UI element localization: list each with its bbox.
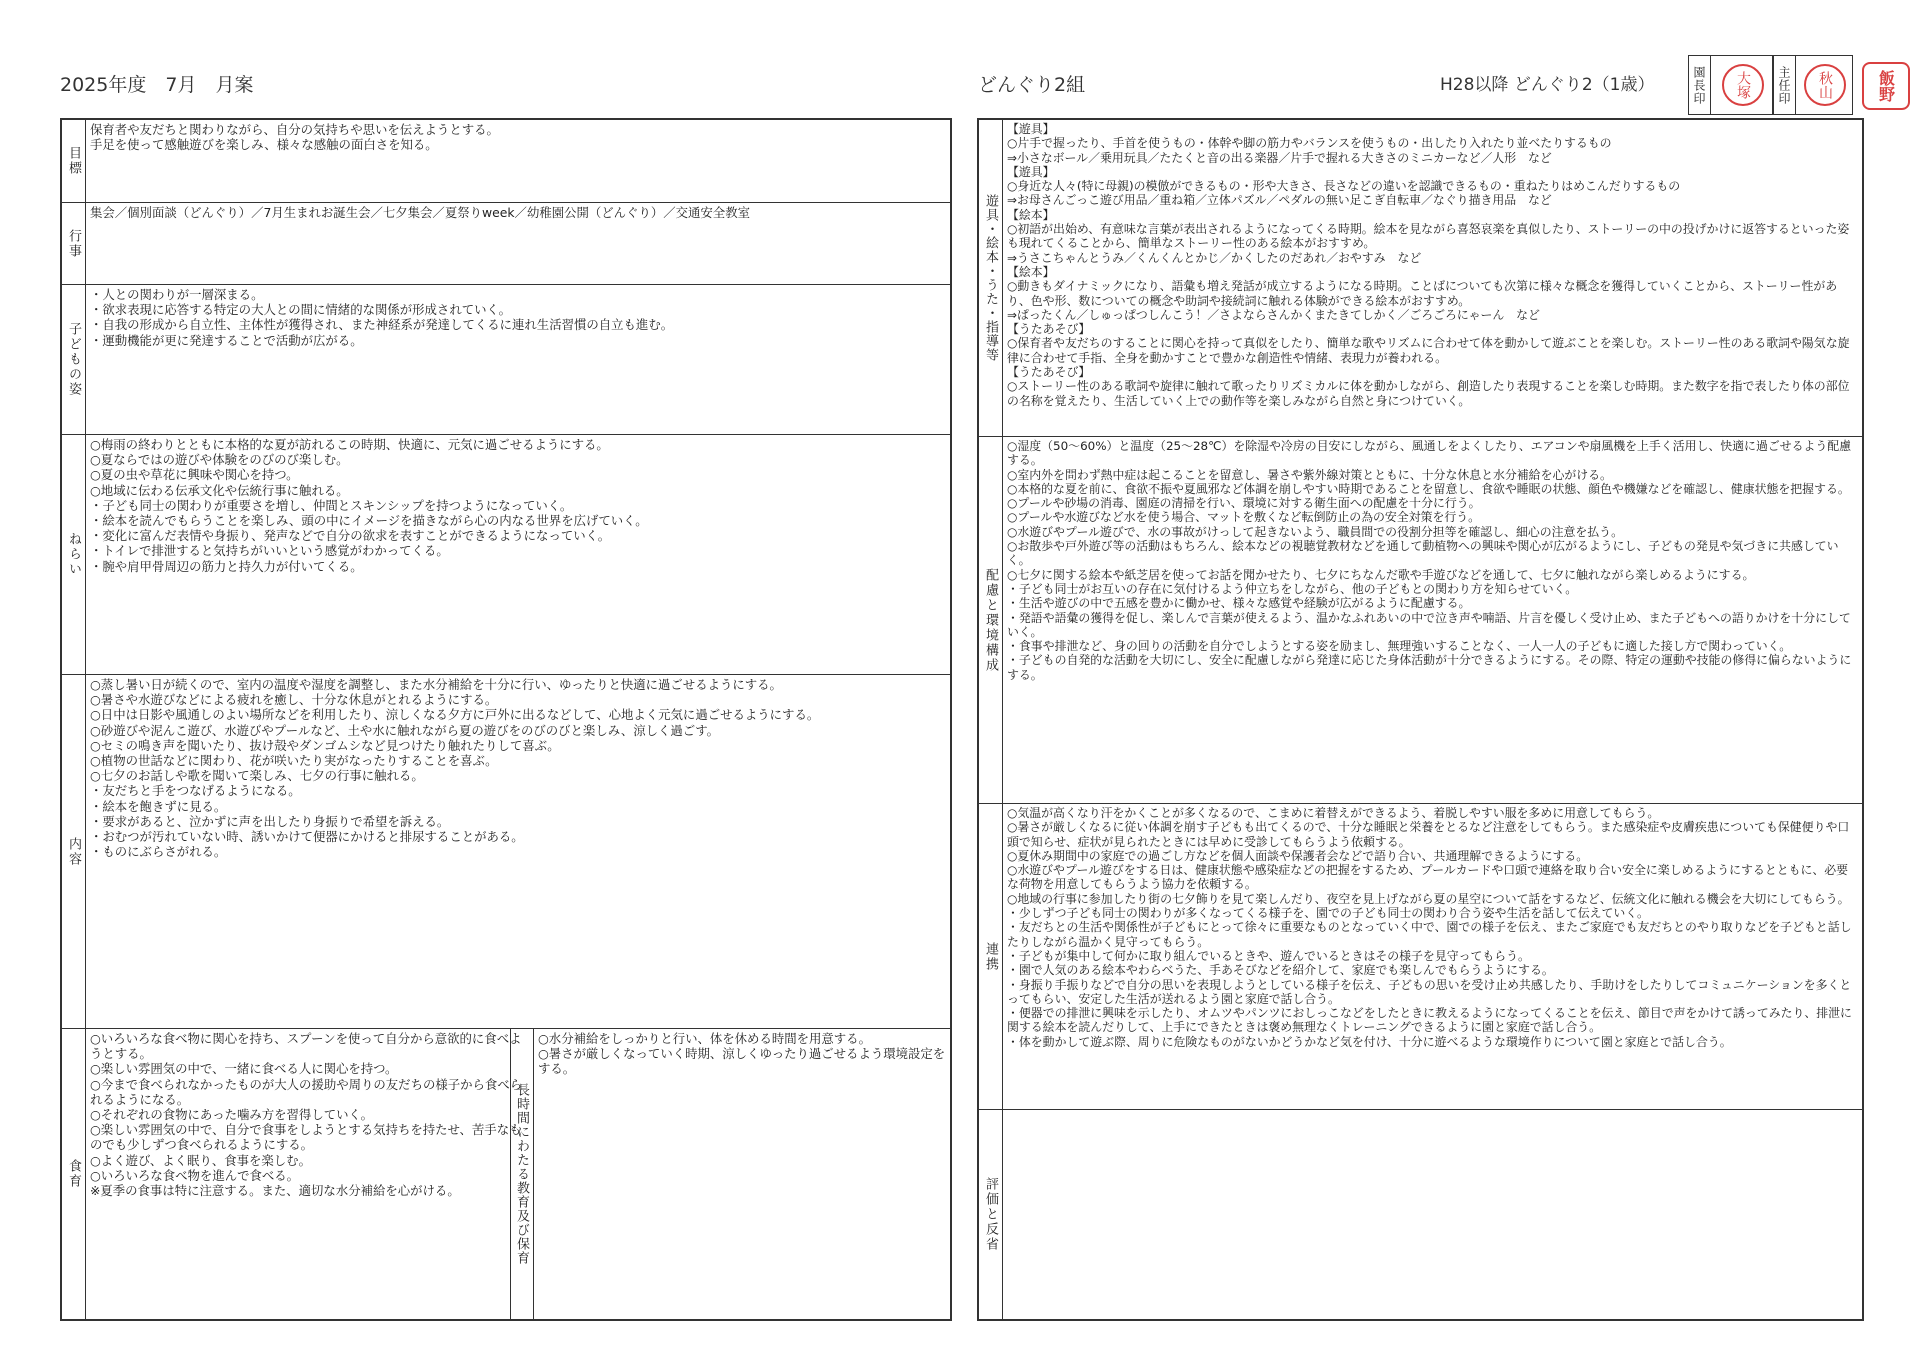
contents-line: ・おむつが汚れていない時、誘いかけて便器にかけると排尿することがある。 — [90, 829, 524, 845]
environment-line: ・子どもの自発的な活動を大切にし、安全に配慮しながら発達に応じた身体活動が十分できるようにする。その際、特定の運動や技能の修得に偏らないようにする。 — [1007, 653, 1852, 682]
children-line: ・人との関わりが一層深まる。 — [90, 287, 264, 302]
principal-seal — [1722, 64, 1764, 106]
cooperation-line: ・身振り手振りなどで自分の思いを表現しようとしている様子を伝え、子どもの思いを受け止め共感したり、手助けをしたりしてコミュニケーションを多くとってもらい、安定した生活が送れるよう園と家庭で話し合う。 — [1007, 977, 1852, 1006]
cooperation-line: ○暑さが厳しくなるに従い体調を崩す子どもも出てくるので、十分な睡眠と栄養をとるなど注意をしてもらう。また感染症や皮膚疾患についても保健便りや口頭で知らせ、症状が見られたときには早めに受診してもらうよう依頼する。 — [1007, 820, 1850, 849]
children-content — [86, 285, 950, 434]
children-label-cell — [62, 285, 86, 434]
chief-stamp-label: 主任印 — [1774, 56, 1796, 114]
children-line: ・運動機能が更に発達することで活動が広がる。 — [90, 332, 363, 348]
principal-seal-text: 大塚 — [1735, 71, 1751, 99]
play-line: 【遊具】 — [1007, 164, 1055, 179]
aims-line: ○夏ならではの遊びや体験をのびのび楽しむ。 — [90, 452, 349, 468]
environment-line: ・食事や排泄など、身の回りの活動を自分でしようとする姿を励まし、無理強いすることなく、一人一人の子どもに適した接し方で関わっていく。 — [1007, 639, 1792, 654]
aims-line: ・腕や肩甲骨周辺の筋力と持久力が付いてくる。 — [90, 558, 363, 574]
aims-line: ○地域に伝わる伝承文化や伝統行事に触れる。 — [90, 482, 349, 498]
food-row — [62, 1028, 950, 1319]
cooperation-line: ・友だちとの生活や関係性が子どもにとって徐々に重要なものとなっていく中で、園での様子を伝え、またご家庭でも友だちとのやり取りなどを子どもと話したりしながら温かく見守ってもらう。 — [1007, 920, 1852, 949]
cooperation-content — [1003, 804, 1862, 1109]
evaluation-row — [979, 1109, 1862, 1319]
contents-label: 内容 — [66, 836, 81, 867]
play-line: ○保育者や友だちのすることに関心を持って真似をしたり、簡単な歌やリズムに合わせて体を動かして遊ぶことを楽しむ。ストーリー性のある歌詞や陽気な旋律に合わせて手指、全身を動かすことで豊かな創造性や情緒、表現力が養われる。 — [1007, 336, 1850, 365]
play-line: ○動きもダイナミックになり、語彙も増え発話が成立するようになる時期。ことばについても次第に様々な概念を獲得していくことから、ストーリー性があり、色や形、数についての概念や助詞や接続詞に触れる体験ができる絵本がおすすめ。 — [1007, 279, 1838, 308]
extra-seal-text: 飯野 — [1876, 70, 1896, 102]
environment-line: ○本格的な夏を前に、食欲不振や夏風邪など体調を崩しやすい時期であることを留意し、食欲や睡眠の状態、顔色や機嫌などを確認し、健康状態を把握する。 — [1007, 481, 1850, 496]
play-content — [1003, 120, 1862, 436]
play-line: ○初語が出始め、有意味な言葉が表出されるようになってくる時期。絵本を見ながら喜怒哀楽を真似したり、ストーリーの中の投げかけに返答するといった姿も現れてくることから、簡単なストーリー性のある絵本がおすすめ。 — [1007, 222, 1850, 251]
contents-line: ○暑さや水遊びなどによる疲れを癒し、十分な休息がとれるようにする。 — [90, 692, 498, 708]
goals-row — [62, 120, 950, 202]
contents-line: ○植物の世話などに関わり、花が咲いたり実がなったりすることを喜ぶ。 — [90, 753, 498, 769]
children-line: ・自我の形成から自立性、主体性が獲得され、また神経系が発達してくるに連れ生活習慣の自立も進む。 — [90, 317, 674, 333]
goals-line: 手足を使って感触遊びを楽しみ、様々な感触の面白さを知る。 — [90, 137, 438, 153]
extra-seal — [1862, 62, 1910, 110]
cooperation-line: ○水遊びやプール遊びをする日は、健康状態や感染症などの把握をするため、プールカードや口頭で連絡を取り合い安全に楽しめるようにするとともに、必要な荷物を用意してもらうよう協力を依頼する。 — [1007, 863, 1849, 892]
play-line: ⇒うさこちゃんとうみ／くんくんとかじ／かくしたのだあれ／おやすみ など — [1007, 250, 1422, 265]
environment-row — [979, 436, 1862, 803]
cooperation-row — [979, 803, 1862, 1109]
environment-content — [1003, 437, 1862, 803]
food-line: ○今まで食べられなかったものが大人の援助や周りの友だちの様子から食べられるようになる。 — [90, 1076, 523, 1107]
events-line: 集会／個別面談（どんぐり）／7月生まれお誕生会／七夕集会／夏祭りweek／幼稚園公開（どんぐり）／交通安全教室 — [90, 205, 750, 220]
class-name: どんぐり2組 — [978, 74, 1086, 96]
environment-line: ○プールや砂場の消毒、園庭の清掃を行い、環境に対する衛生面への配慮を十分に行う。 — [1007, 496, 1481, 511]
cooperation-label-cell — [979, 804, 1003, 1109]
food-line: ○楽しい雰囲気の中で、自分で食事をしようとする気持ちを持たせ、苦手なものでも少しずつ食べられるようにする。 — [90, 1122, 522, 1153]
cooperation-line: ○気温が高くなり汗をかくことが多くなるので、こまめに着替えができるよう、着脱しやすい服を多めに用意してもらう。 — [1007, 806, 1660, 820]
evaluation-label: 評価と反省 — [983, 1177, 998, 1252]
cooperation-line: ・子どもが集中して何かに取り組んでいるときや、遊んでいるときはその様子を見守ってもらう。 — [1007, 948, 1530, 963]
play-line: 【遊具】 — [1007, 122, 1055, 136]
environment-label: 配慮と環境構成 — [983, 567, 998, 673]
contents-label-cell — [62, 675, 86, 1028]
aims-line: ○夏の虫や草花に興味や関心を持つ。 — [90, 467, 299, 483]
contents-line: ○蒸し暑い日が続くので、室内の温度や湿度を調整し、また水分補給を十分に行い、ゆったりと快適に過ごせるようにする。 — [90, 677, 782, 692]
principal-stamp-label: 園長印 — [1689, 56, 1711, 114]
chief-stamp-box — [1773, 55, 1853, 115]
play-line: ○身近な人々(特に母親)の模倣ができるもの・形や大きさ、長さなどの違いを認識できるもの・重ねたりはめこんだりするもの — [1007, 179, 1681, 194]
chief-seal-text: 秋山 — [1817, 71, 1833, 99]
play-line: ⇒お母さんごっこ遊び用品／重ね箱／立体パズル／ペダルの無い足こぎ自転車／なぐり描き用品 など — [1007, 193, 1552, 208]
goals-line: 保育者や友だちと関わりながら、自分の気持ちや思いを伝えようとする。 — [90, 122, 499, 137]
contents-line: ・ものにぶらさがれる。 — [90, 844, 227, 860]
principal-stamp-box — [1688, 55, 1773, 115]
contents-row — [62, 674, 950, 1028]
contents-line: ○七夕のお話しや歌を聞いて楽しみ、七夕の行事に触れる。 — [90, 768, 424, 784]
food-content — [86, 1029, 530, 1319]
food-label: 食育 — [66, 1159, 81, 1189]
play-line: ○片手で握ったり、手首を使うもの・体幹や脚の筋力やバランスを使うもの・出したり入れたり並べたりするもの — [1007, 136, 1612, 151]
contents-line: ○セミの鳴き声を聞いたり、抜け殻やダンゴムシなど見つけたり触れたりして喜ぶ。 — [90, 737, 560, 753]
play-label: 遊具・絵本・うた・指導等 — [983, 194, 998, 362]
children-label: 子どもの姿 — [66, 322, 81, 397]
food-line: ○よく遊び、よく眠り、食事を楽しむ。 — [90, 1152, 311, 1168]
environment-line: ・発語や語彙の獲得を促し、楽しんで言葉が使えるよう、温かなふれあいの中で泣き声や喃語、片言を優しく受け止め、また子どもへの語りかけを十分にしていく。 — [1007, 610, 1851, 639]
environment-label-cell — [979, 437, 1003, 803]
food-label-cell — [62, 1029, 86, 1319]
aims-label: ねらい — [66, 532, 81, 577]
aims-label-cell — [62, 435, 86, 674]
cooperation-line: ・少しずつ子ども同士の関わりが多くなってくる様子を、園での子ども同士の関わり合う姿や生活を話して伝えていく。 — [1007, 906, 1649, 921]
aims-line: ・トイレで排泄すると気持ちがいいという感覚がわかってくる。 — [90, 543, 449, 559]
aims-row — [62, 434, 950, 674]
play-line: 【うたあそび】 — [1007, 322, 1091, 337]
aims-line: ○梅雨の終わりとともに本格的な夏が訪れるこの時期、快適に、元気に過ごせるようにする。 — [90, 437, 609, 452]
food-line: ※夏季の食事は特に注意する。また、適切な水分補給を心がける。 — [90, 1183, 460, 1199]
events-row — [62, 202, 950, 284]
left-plan-table — [60, 118, 952, 1321]
aims-line: ・絵本を読んでもらうことを楽しみ、頭の中にイメージを描きながら心の内なる世界を広げていく。 — [90, 513, 648, 529]
goals-content — [86, 120, 950, 202]
contents-line: ・友だちと手をつなげるようになる。 — [90, 783, 301, 799]
events-label: 行事 — [66, 228, 81, 259]
cooperation-label: 連携 — [983, 941, 998, 972]
events-content — [86, 203, 950, 284]
evaluation-content[interactable] — [1003, 1110, 1862, 1319]
environment-line: ・生活や遊びの中で五感を豊かに働かせ、様々な感覚や経験が広がるように配慮する。 — [1007, 596, 1471, 611]
cooperation-line: ○夏休み期間中の家庭での過ごし方などを個人面談や保護者会などで語り合い、共通理解できるようにする。 — [1007, 848, 1589, 863]
chief-seal — [1804, 64, 1846, 106]
long-hours-line: ○水分補給をしっかりと行い、体を休める時間を用意する。 — [538, 1031, 871, 1046]
food-line: ○それぞれの食物にあった噛み方を習得していく。 — [90, 1107, 374, 1123]
aims-content — [86, 435, 950, 674]
aims-line: ・変化に富んだ表情や身振り、発声などで自分の欲求を表すことができるようになっていく。 — [90, 528, 611, 544]
goals-label-cell — [62, 120, 86, 202]
cooperation-line: ・便器での排泄に興味を示したり、オムツやパンツにおしっこなどをしたときに教えるようになってくることを伝え、節目で声をかけて誘ってみたり、排泄に関する絵本を読んだりして、上手にできたときは褒め無理なくトレーニングできるように園と家庭で話し合う。 — [1007, 1006, 1852, 1035]
play-line: ⇒小さなボール／乗用玩具／たたくと音の出る楽器／片手で握れる大きさのミニカーなど／人形 など — [1007, 150, 1552, 165]
environment-line: ○水遊びやプール遊びで、水の事故がけっして起きないよう、職員間での役割分担等を確認し、細心の注意を払う。 — [1007, 524, 1623, 539]
environment-line: ○室内外を問わず熱中症は起こることを留意し、暑さや紫外線対策とともに、十分な休息と水分補給を心がける。 — [1007, 467, 1612, 482]
food-line: ○いろいろな食べ物を進んで食べる。 — [90, 1167, 300, 1183]
environment-line: ○プールや水遊びなど水を使う場合、マットを敷くなど転倒防止の為の安全対策を行う。 — [1007, 510, 1481, 525]
play-line: ⇒ぱったくん／しゅっぱつしんこう！／さよならさんかくまたきてしかく／ごろごろにゃーん など — [1007, 307, 1540, 322]
long-hours-label: 長時間にわたる教育及び保育 — [514, 1083, 529, 1265]
children-line: ・欲求表現に応答する特定の大人との間に情緒的な関係が形成されていく。 — [90, 302, 512, 318]
right-plan-table — [977, 118, 1864, 1321]
play-line: 【絵本】 — [1007, 207, 1055, 222]
play-line: 【絵本】 — [1007, 264, 1055, 279]
children-row — [62, 284, 950, 434]
cooperation-line: ・園で人気のある絵本やわらべうた、手あそびなどを紹介して、家庭でも楽しんでもらうようにする。 — [1007, 963, 1554, 978]
goals-label: 目標 — [66, 146, 81, 176]
contents-line: ○日中は日影や風通しのよい場所などを利用したり、涼しくなる夕方に戸外に出るなどして、心地よく元気に過ごせるようにする。 — [90, 707, 820, 723]
cooperation-line: ・体を動かして遊ぶ際、周りに危険なものがないかどうかなど気を付け、十分に遊べるような環境作りについて園と家庭とで話し合う。 — [1007, 1034, 1732, 1049]
play-line: 【うたあそび】 — [1007, 365, 1091, 380]
template-name: H28以降 どんぐり2（1歳） — [1440, 75, 1655, 95]
evaluation-label-cell — [979, 1110, 1003, 1319]
contents-line: ○砂遊びや泥んこ遊び、水遊びやプールなど、土や水に触れながら夏の遊びをのびのびと楽しみ、涼しく過ごす。 — [90, 722, 719, 738]
play-label-cell — [979, 120, 1003, 436]
environment-line: ○七夕に関する絵本や紙芝居を使ってお話を聞かせたり、七夕にちなんだ歌や手遊びなどを通して、七夕に触れながら楽しめるようにする。 — [1007, 567, 1755, 582]
environment-line: ・子ども同士がお互いの存在に気付けるよう仲立ちをしながら、他の子どもとの関わり方を知らせていく。 — [1007, 581, 1578, 596]
food-line: ○いろいろな食べ物に関心を持ち、スプーンを使って自分から意欲的に食べようとする。 — [90, 1031, 522, 1062]
play-row — [979, 120, 1862, 436]
aims-line: ・子ども同士の関わりが重要さを増し、仲間とスキンシップを持つようになっていく。 — [90, 497, 573, 513]
play-line: ○ストーリー性のある歌詞や旋律に触れて歌ったりリズミカルに体を動かしながら、創造したり表現することを楽しむ時期。また数字を指で表したり体の部位の名称を覚えたり、生活していく上での動作等を楽しみながら自然と身につけていく。 — [1007, 379, 1850, 408]
contents-content — [86, 675, 950, 1028]
environment-line: ○お散歩や戸外遊び等の活動はもちろん、絵本などの視聴覚教材などを通して動植物への興味や関心が広がるようにし、子どもの発見や気づきに共感していく。 — [1007, 539, 1839, 568]
long-hours-line: ○暑さが厳しくなっていく時期、涼しくゆったり過ごせるよう環境設定をする。 — [538, 1046, 946, 1077]
long-hours-label-cell — [510, 1029, 534, 1319]
environment-line: ○湿度（50〜60%）と温度（25〜28℃）を除湿や冷房の目安にしながら、風通しをよくしたり、エアコンや扇風機を上手く活用し、快適に過ごせるよう配慮する。 — [1007, 439, 1852, 468]
contents-line: ・要求があると、泣かずに声を出したり身振りで希望を訴える。 — [90, 813, 450, 829]
document-title: 2025年度 7月 月案 — [60, 74, 254, 96]
food-line: ○楽しい雰囲気の中で、一緒に食べる人に関心を持つ。 — [90, 1061, 398, 1077]
long-hours-content — [534, 1029, 950, 1319]
cooperation-line: ○地域の行事に参加したり街の七夕飾りを見て楽しんだり、夜空を見上げながら夏の星空について話をするなど、伝統文化に触れる機会を大切にしてもらう。 — [1007, 891, 1850, 906]
events-label-cell — [62, 203, 86, 284]
contents-line: ・絵本を飽きずに見る。 — [90, 798, 227, 814]
